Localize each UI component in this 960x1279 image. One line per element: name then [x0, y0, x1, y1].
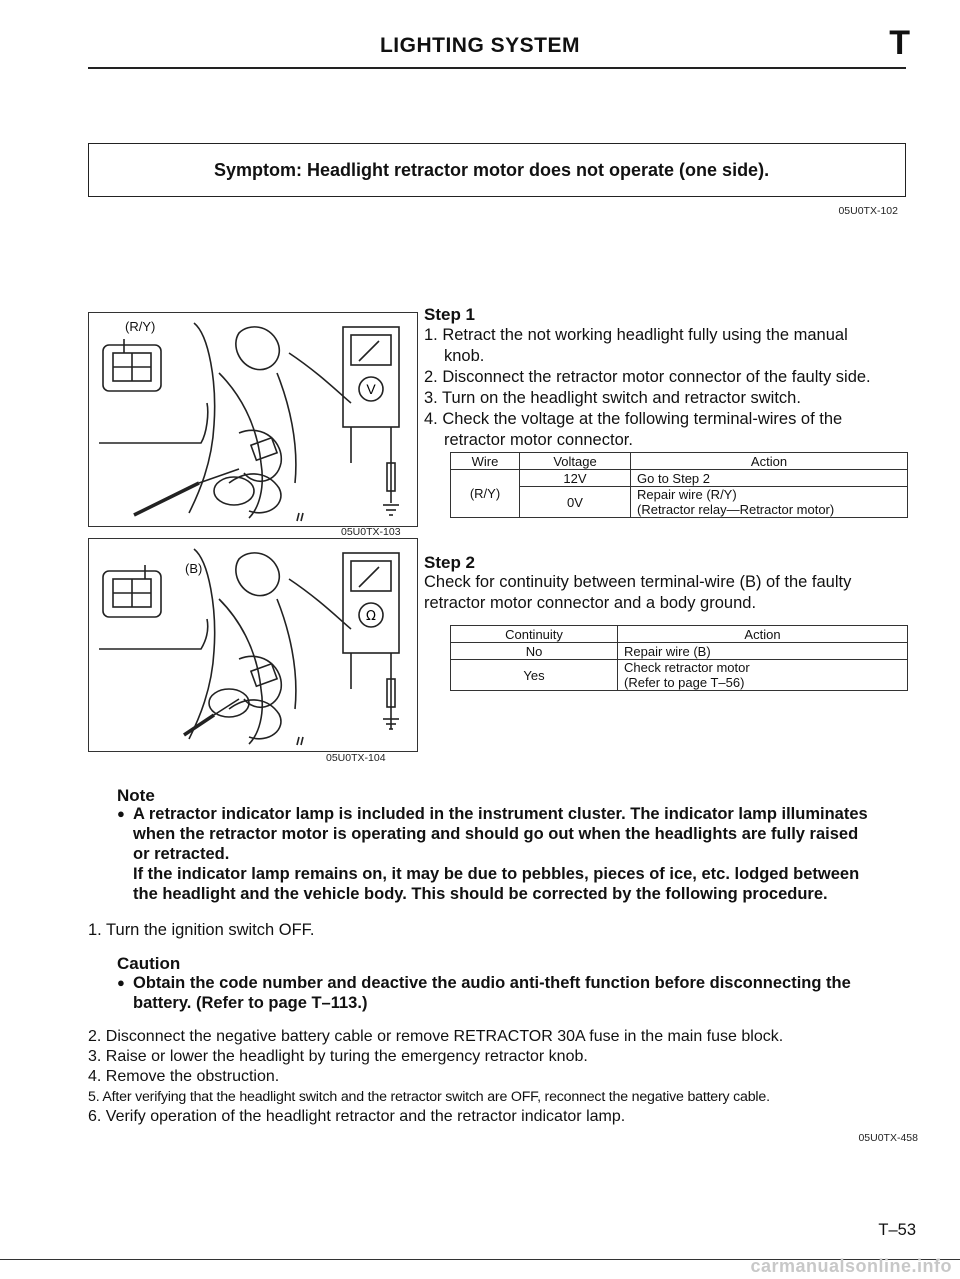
figure-voltage-check: [88, 312, 418, 527]
col-continuity-header: Continuity: [451, 626, 618, 643]
step1-item: 2. Disconnect the retractor motor connector of the faulty side.: [424, 368, 871, 386]
step2-title: Step 2: [424, 553, 476, 572]
wire-cell: (R/Y): [451, 470, 520, 518]
step1-item: 4. Check the voltage at the following terminal-wires of the: [424, 410, 843, 428]
step1-item-cont: retractor motor connector.: [444, 431, 633, 449]
procedure-step: 3. Raise or lower the headlight by turing the emergency retractor knob.: [88, 1048, 588, 1065]
continuity-check-diagram: [89, 539, 417, 751]
col-action-header: Action: [631, 453, 908, 470]
note-line: when the retractor motor is operating and should go out when the headlights are fully raised: [133, 825, 859, 843]
col-action-header: Action: [618, 626, 908, 643]
step1-list: [424, 325, 871, 451]
continuity-cell: No: [451, 643, 618, 660]
voltage-cell: 12V: [520, 470, 631, 487]
connector-label-b: (B): [185, 561, 203, 576]
note-line: or retracted.: [133, 845, 230, 863]
action-line: Repair wire (R/Y): [637, 487, 737, 502]
note-body: [133, 804, 923, 904]
step2-line: Check for continuity between terminal-wire (B) of the faulty: [424, 573, 852, 591]
note-line: the headlight and the vehicle body. This should be corrected by the following procedure.: [133, 885, 828, 903]
figure-continuity-check: [88, 538, 418, 752]
procedure-step: 5. After verifying that the headlight switch and the retractor switch are OFF, reconnect the negative battery cable.: [88, 1089, 770, 1105]
action-cell: [631, 487, 908, 518]
figure2-code: 05U0TX-104: [326, 752, 386, 764]
watermark: carmanualsonline.info: [750, 1256, 952, 1276]
page-number: T–53: [878, 1221, 916, 1239]
procedure-step: 4. Remove the obstruction.: [88, 1068, 280, 1085]
step1-title: Step 1: [424, 305, 476, 324]
figure1-code: 05U0TX-103: [341, 526, 401, 538]
procedure-step: 6. Verify operation of the headlight retractor and the retractor indicator lamp.: [88, 1108, 626, 1125]
step2-text: [424, 572, 851, 614]
ohmmeter-symbol: Ω: [366, 609, 376, 624]
symptom-text: Symptom: Headlight retractor motor does not operate (one side).: [214, 160, 770, 180]
step1-item: 1. Retract the not working headlight fully using the manual: [424, 326, 848, 344]
col-wire-header: Wire: [451, 453, 520, 470]
section-letter: T: [889, 24, 910, 62]
note-line: A retractor indicator lamp is included in the instrument cluster. The indicator lamp illuminates: [133, 805, 868, 823]
action-line: (Refer to page T–56): [624, 675, 745, 690]
action-cell: [618, 660, 908, 691]
continuity-cell: Yes: [451, 660, 618, 691]
action-line: Check retractor motor: [624, 660, 750, 675]
procedure-step: 2. Disconnect the negative battery cable or remove RETRACTOR 30A fuse in the main fuse block.: [88, 1028, 784, 1045]
table-row: [451, 487, 908, 518]
note-line: If the indicator lamp remains on, it may be due to pebbles, pieces of ice, etc. lodged between: [133, 865, 860, 883]
action-line: (Retractor relay—Retractor motor): [637, 502, 835, 517]
voltmeter-symbol: V: [366, 381, 376, 397]
voltage-cell: 0V: [520, 487, 631, 518]
table-header-row: [451, 626, 908, 643]
action-cell: Go to Step 2: [631, 470, 908, 487]
note-title: Note: [117, 786, 155, 805]
action-cell: Repair wire (B): [618, 643, 908, 660]
procedure-code: 05U0TX-458: [858, 1132, 918, 1144]
table-row: [451, 660, 908, 691]
header-rule: [88, 67, 906, 69]
table-row: [451, 470, 908, 487]
step2-line: retractor motor connector and a body ground.: [424, 594, 757, 612]
note-bullet: ●: [117, 806, 125, 821]
table-header-row: [451, 453, 908, 470]
procedure-step1: 1. Turn the ignition switch OFF.: [88, 921, 315, 939]
continuity-table: [450, 625, 908, 691]
table-row: [451, 643, 908, 660]
step1-item-cont: knob.: [444, 347, 485, 365]
caution-body: [133, 973, 923, 1013]
caution-title: Caution: [117, 954, 181, 973]
page-title: LIGHTING SYSTEM: [379, 34, 580, 57]
caution-line: battery. (Refer to page T–113.): [133, 994, 368, 1012]
procedure-steps: [88, 1027, 928, 1127]
caution-line: Obtain the code number and deactive the audio anti-theft function before disconnecting the: [133, 974, 851, 992]
voltage-check-diagram: [89, 313, 417, 526]
symptom-code: 05U0TX-102: [838, 205, 898, 217]
step1-item: 3. Turn on the headlight switch and retractor switch.: [424, 389, 801, 407]
col-voltage-header: Voltage: [520, 453, 631, 470]
connector-label-ry: (R/Y): [125, 319, 156, 334]
voltage-table: [450, 452, 908, 518]
caution-bullet: ●: [117, 975, 125, 990]
